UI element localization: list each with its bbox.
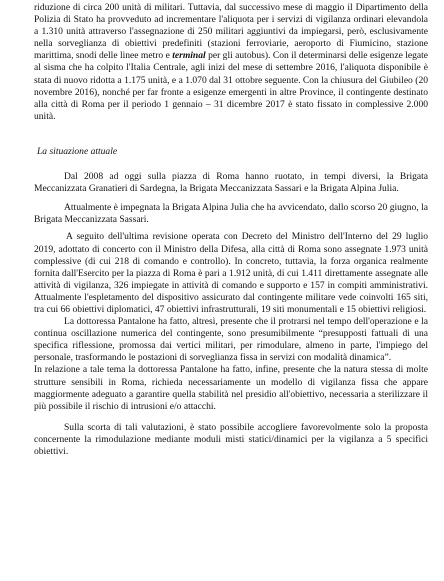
emphasis-terminal: terminal	[172, 50, 206, 62]
paragraph-contingent-history	[34, 2, 428, 123]
paragraph-current-brigade: Attualmente è impegnata la Brigata Alpina Julia che ha avvicendato, dallo scorso 20 giugno, la Brigata Meccanizzata Sassari.	[34, 202, 428, 226]
paragraph-text: riduzione di circa 200 unità di militari. Tuttavia, dal successivo mese di maggio il Dipartimento della Polizia di Stato ha provveduto ad incrementare l'aliquota per i servizi di vigilanza ordinari elevandola a 1.310 unità attraverso l'assegnazione di 250 militari aggiuntivi da impiegarsi, però, esclusivamente nella sorveglianza di obiettivi predefiniti (stazioni ferroviarie, aeroporto di Fiumicino, stazione marittima, snodi delle linee metro e	[34, 2, 428, 62]
document-page	[34, 2, 428, 458]
paragraph-conclusion: Sulla scorta di tali valutazioni, è stato possibile accogliere favorevolmente solo la proposta concernente la rimodulazione mediante moduli misti statici/dinamici per la vigilanza a 5 specifici obiettivi.	[34, 421, 428, 457]
paragraph-brigades: Dal 2008 ad oggi sulla piazza di Roma hanno ruotato, in tempi diversi, la Brigata Meccanizzata Granatieri di Sardegna, la Brigata Meccanizzata Sassari e la Brigata Alpina Julia.	[34, 171, 428, 195]
paragraph-decree: A seguito dell'ultima revisione operata con Decreto del Ministro dell'Interno del 29 luglio 2019, adottato di concerto con il Ministro della Difesa, alla città di Roma sono assegnate 1.973 unità complessive (di cui 218 di comando e controllo). In concreto, tuttavia, la forza organica realmente fornita dall'Esercito per la piazza di Roma è pari a 1.912 unità, di cui 1.411 direttamente assegnate alle attività di vigilanza, 326 impiegate in attività di comando e supporto e 157 in compiti amministrativi. Attualmente l'espletamento del dispositivo assicurato dal contingente militare vede coinvolti 165 siti, tra cui 66 obiettivi diplomatici, 47 obiettivi infrastrutturali, 19 siti monumentali e 15 obiettivi religiosi.	[34, 231, 428, 315]
paragraph-text: per gli autobus). Con il determinarsi delle esigenze legate al sisma che ha colpito l'Italia Centrale, agli inizi del mese di settembre 2016, l'aliquota disponibile è stata di nuovo ridotta a 1.175 unità, e a 1.070 dal 31 ottobre seguente. Con la chiusura del Giubileo (20 novembre 2016), nonché per far fronte a esigenze emergenti in altre Province, il contingente destinato alla città di Roma per il periodo 1 gennaio – 31 dicembre 2017 è stato fissato in complessive 2.000 unità.	[34, 50, 429, 122]
paragraph-fixed-surveillance: In relazione a tale tema la dottoressa Pantalone ha fatto, infine, presente che la natura stessa di molte strutture sensibili in Roma, richieda necessariamente un modello di vigilanza fissa che appare maggiormente adeguato a garantire quella stabilità nel presidio all'obiettivo, necessaria a sterilizzare il più possibile il rischio di intrusioni e/o attacchi.	[34, 364, 428, 412]
section-heading: La situazione attuale	[37, 145, 118, 157]
paragraph-pantalone-statement: La dottoressa Pantalone ha fatto, altresì, presente che il protrarsi nel tempo dell'operazione e la continua oscillazione numerica del contingente, sono presumibilmente “presupposti fattuali di una specifica riflessione, promossa dai vertici militari, per rimodulare, almeno in parte, l'impiego del personale, trasformando le postazioni di sorveglianza fissa in servizi con modalità dinamica”.	[34, 316, 428, 364]
